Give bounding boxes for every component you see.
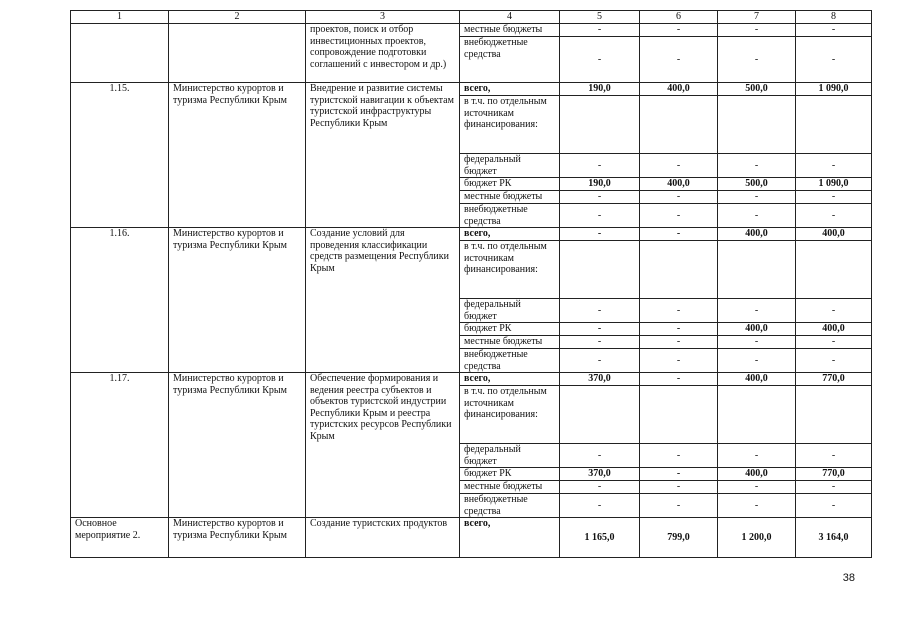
column-number: 7	[718, 11, 796, 24]
value-cell: -	[560, 336, 640, 349]
value-cell: -	[796, 24, 872, 37]
value-cell: -	[640, 37, 718, 83]
total-label: всего,	[460, 83, 560, 96]
total-label: всего,	[460, 518, 560, 558]
value-cell: -	[640, 323, 718, 336]
table-row	[71, 24, 872, 37]
source-label: федеральный бюджет	[460, 444, 560, 468]
source-label: местные бюджеты	[460, 481, 560, 494]
executor-cell: Министерство курортов и туризма Республики Крым	[169, 373, 306, 518]
budget-table	[70, 10, 872, 558]
empty-cell	[718, 241, 796, 299]
executor-cell	[169, 24, 306, 83]
source-label: федеральный бюджет	[460, 299, 560, 323]
value-cell: -	[560, 323, 640, 336]
value-cell: -	[640, 228, 718, 241]
value-cell: -	[796, 444, 872, 468]
value-cell: -	[640, 481, 718, 494]
value-cell: 400,0	[718, 228, 796, 241]
empty-cell	[560, 96, 640, 154]
value-cell: -	[718, 299, 796, 323]
source-label: местные бюджеты	[460, 24, 560, 37]
table-row	[71, 373, 872, 386]
value-cell: -	[718, 24, 796, 37]
page-number: 38	[842, 572, 855, 584]
column-number: 6	[640, 11, 718, 24]
value-cell: -	[640, 468, 718, 481]
value-cell: -	[640, 154, 718, 178]
value-cell: -	[640, 444, 718, 468]
value-cell: -	[640, 191, 718, 204]
value-cell: -	[560, 154, 640, 178]
value-cell: -	[640, 336, 718, 349]
column-number: 1	[71, 11, 169, 24]
value-cell: 370,0	[560, 468, 640, 481]
empty-cell	[560, 241, 640, 299]
value-cell: 190,0	[560, 83, 640, 96]
value-cell: -	[640, 373, 718, 386]
source-label: бюджет РК	[460, 178, 560, 191]
value-cell: 799,0	[640, 518, 718, 558]
value-cell: -	[796, 336, 872, 349]
value-cell: 400,0	[718, 323, 796, 336]
value-cell: -	[560, 481, 640, 494]
value-cell: 500,0	[718, 83, 796, 96]
executor-cell: Министерство курортов и туризма Республики Крым	[169, 83, 306, 228]
activity-name-cell: Обеспечение формирования и ведения реестра субъектов и объектов туристской индустрии Республики Крым и реестра туристских ресурсов Республики Крым	[306, 373, 460, 518]
value-cell: 770,0	[796, 373, 872, 386]
item-number-cell	[71, 24, 169, 83]
value-cell: -	[560, 204, 640, 228]
value-cell: -	[718, 191, 796, 204]
empty-cell	[718, 96, 796, 154]
table-row	[71, 518, 872, 558]
value-cell: 1 165,0	[560, 518, 640, 558]
value-cell: -	[718, 204, 796, 228]
source-label: бюджет РК	[460, 468, 560, 481]
column-number: 3	[306, 11, 460, 24]
total-label: всего,	[460, 373, 560, 386]
value-cell: -	[718, 481, 796, 494]
header-row	[71, 11, 872, 24]
empty-cell	[640, 241, 718, 299]
value-cell: -	[718, 154, 796, 178]
source-label: местные бюджеты	[460, 191, 560, 204]
column-number: 5	[560, 11, 640, 24]
value-cell: -	[640, 204, 718, 228]
executor-cell: Министерство курортов и туризма Республики Крым	[169, 518, 306, 558]
activity-name-cell: Создание туристских продуктов	[306, 518, 460, 558]
value-cell: 400,0	[640, 178, 718, 191]
source-label: бюджет РК	[460, 323, 560, 336]
value-cell: -	[718, 494, 796, 518]
value-cell: -	[718, 349, 796, 373]
source-label: внебюджетные средства	[460, 37, 560, 83]
item-number-cell: Основное мероприятие 2.	[71, 518, 169, 558]
value-cell: 770,0	[796, 468, 872, 481]
empty-cell	[640, 386, 718, 444]
empty-cell	[560, 386, 640, 444]
value-cell: 400,0	[796, 323, 872, 336]
value-cell: -	[796, 204, 872, 228]
value-cell: -	[640, 494, 718, 518]
table-row	[71, 83, 872, 96]
value-cell: -	[560, 494, 640, 518]
value-cell: -	[560, 191, 640, 204]
value-cell: -	[796, 37, 872, 83]
empty-cell	[796, 96, 872, 154]
value-cell: 190,0	[560, 178, 640, 191]
table-row	[71, 228, 872, 241]
value-cell: 500,0	[718, 178, 796, 191]
value-cell: -	[560, 444, 640, 468]
source-label: местные бюджеты	[460, 336, 560, 349]
value-cell: 400,0	[796, 228, 872, 241]
source-label: внебюджетные средства	[460, 204, 560, 228]
column-number: 8	[796, 11, 872, 24]
item-number-cell: 1.16.	[71, 228, 169, 373]
empty-cell	[640, 96, 718, 154]
subtotal-label: в т.ч. по отдельным источникам финансирования:	[460, 386, 560, 444]
source-label: внебюджетные средства	[460, 494, 560, 518]
value-cell: 3 164,0	[796, 518, 872, 558]
value-cell: -	[718, 37, 796, 83]
value-cell: -	[560, 24, 640, 37]
value-cell: -	[640, 349, 718, 373]
value-cell: -	[560, 228, 640, 241]
source-label: федеральный бюджет	[460, 154, 560, 178]
total-label: всего,	[460, 228, 560, 241]
value-cell: -	[560, 37, 640, 83]
empty-cell	[796, 386, 872, 444]
executor-cell: Министерство курортов и туризма Республики Крым	[169, 228, 306, 373]
activity-name-cell: Внедрение и развитие системы туристской навигации к объектам туристской инфраструктуры Республики Крым	[306, 83, 460, 228]
activity-name-cell: проектов, поиск и отбор инвестиционных проектов, сопровождение подготовки соглашений с инвестором и др.)	[306, 24, 460, 83]
value-cell: -	[796, 494, 872, 518]
value-cell: 370,0	[560, 373, 640, 386]
value-cell: 400,0	[718, 468, 796, 481]
column-number: 2	[169, 11, 306, 24]
value-cell: 400,0	[718, 373, 796, 386]
empty-cell	[796, 241, 872, 299]
value-cell: -	[640, 24, 718, 37]
value-cell: -	[796, 349, 872, 373]
subtotal-label: в т.ч. по отдельным источникам финансирования:	[460, 96, 560, 154]
subtotal-label: в т.ч. по отдельным источникам финансирования:	[460, 241, 560, 299]
source-label: внебюджетные средства	[460, 349, 560, 373]
value-cell: -	[796, 299, 872, 323]
empty-cell	[718, 386, 796, 444]
value-cell: 1 200,0	[718, 518, 796, 558]
value-cell: -	[640, 299, 718, 323]
value-cell: 400,0	[640, 83, 718, 96]
column-number: 4	[460, 11, 560, 24]
activity-name-cell: Создание условий для проведения классификации средств размещения Республики Крым	[306, 228, 460, 373]
value-cell: -	[718, 444, 796, 468]
value-cell: -	[560, 299, 640, 323]
value-cell: -	[796, 191, 872, 204]
item-number-cell: 1.17.	[71, 373, 169, 518]
value-cell: -	[560, 349, 640, 373]
item-number-cell: 1.15.	[71, 83, 169, 228]
value-cell: 1 090,0	[796, 83, 872, 96]
value-cell: -	[718, 336, 796, 349]
value-cell: -	[796, 154, 872, 178]
value-cell: 1 090,0	[796, 178, 872, 191]
value-cell: -	[796, 481, 872, 494]
